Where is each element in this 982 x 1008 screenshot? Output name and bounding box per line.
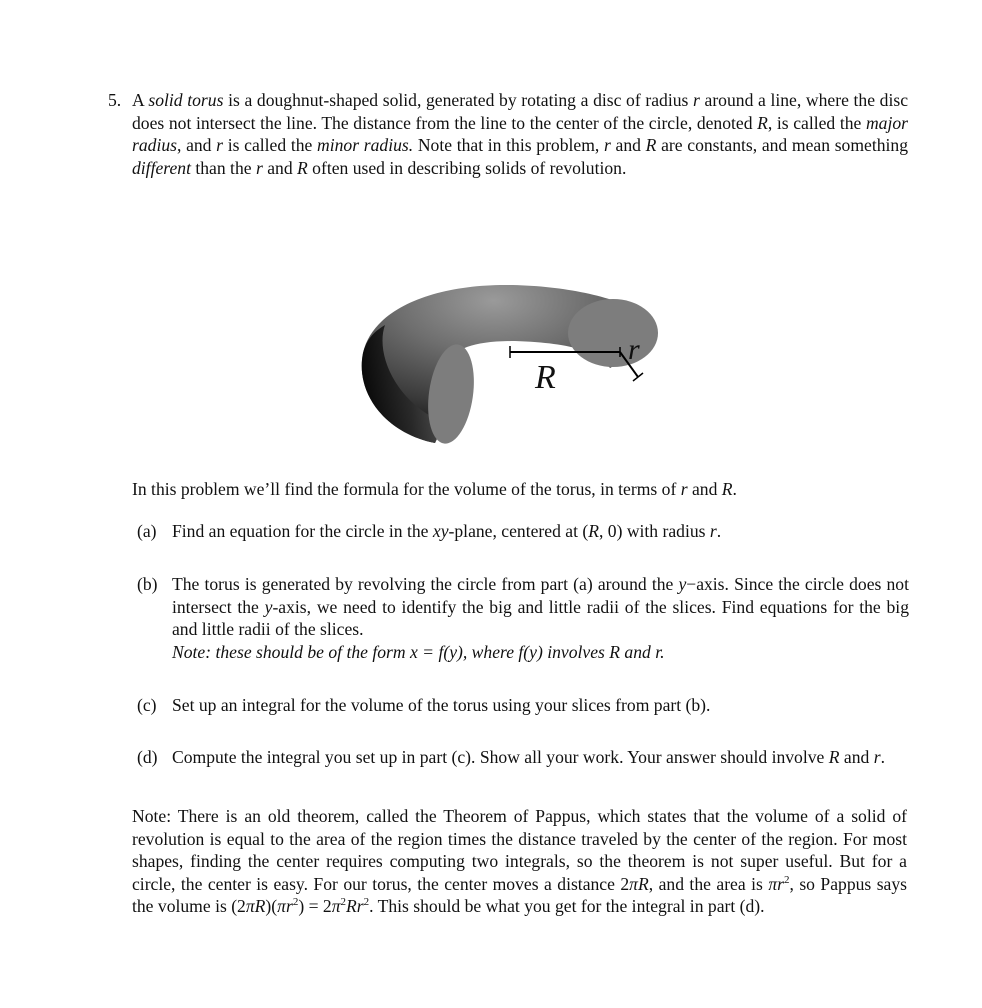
torus-figure [355, 283, 665, 448]
part-a-label: (a) [137, 521, 157, 541]
part-c-text: Set up an integral for the volume of the torus using your slices from part (b). [172, 695, 711, 715]
part-d-text: Compute the integral you set up in part (c). Show all your work. Your answer should involve R and r. [172, 747, 885, 767]
right-cross-section [568, 299, 658, 367]
part-b-text: The torus is generated by revolving the circle from part (a) around the y−axis. Since the circle does not intersect the y-axis, we need to identify the big and little radii of the slices. Find equations for the big and little radii of the slices. Note: these should be of the form x = f(y), where f(y) involves R and r. [172, 574, 909, 662]
problem-5 [108, 89, 908, 179]
torus-illustration [355, 283, 665, 448]
part-a [137, 520, 909, 543]
part-b-label: (b) [137, 574, 158, 594]
part-c [137, 694, 909, 717]
minor-radius-label: r [628, 333, 640, 366]
task-intro: In this problem we’ll find the formula for the volume of the torus, in terms of r and R. [132, 479, 737, 499]
part-a-text: Find an equation for the circle in the xy-plane, centered at (R, 0) with radius r. [172, 521, 722, 541]
part-b [137, 573, 909, 663]
pappus-note: Note: There is an old theorem, called the Theorem of Pappus, which states that the volume of a solid of revolution is equal to the area of the region times the distance traveled by the center of the region. For most shapes, finding the center requires computing two integrals, so the theorem is not super useful. But for a circle, the center is easy. For our torus, the center moves a distance 2πR, and the area is $\pi r^2$, so Pappus says the volume is $(2\pi R)(\pi r^2) = 2\pi^2Rr^2$. This should be what you get for the integral in part (d). [132, 806, 908, 917]
part-d [137, 746, 909, 769]
major-radius-label: R [535, 359, 556, 396]
problem-number: 5. [108, 90, 122, 110]
part-c-label: (c) [137, 695, 157, 715]
problem-statement: A solid torus is a doughnut-shaped solid, generated by rotating a disc of radius r around a line, where the disc does not intersect the line. The distance from the line to the center of the circle, denoted R, is called the major radius, and r is called the minor radius. Note that in this problem, r and R are constants, and mean something different than the r and R often used in describing solids of revolution. [132, 90, 909, 178]
part-d-label: (d) [137, 747, 158, 767]
